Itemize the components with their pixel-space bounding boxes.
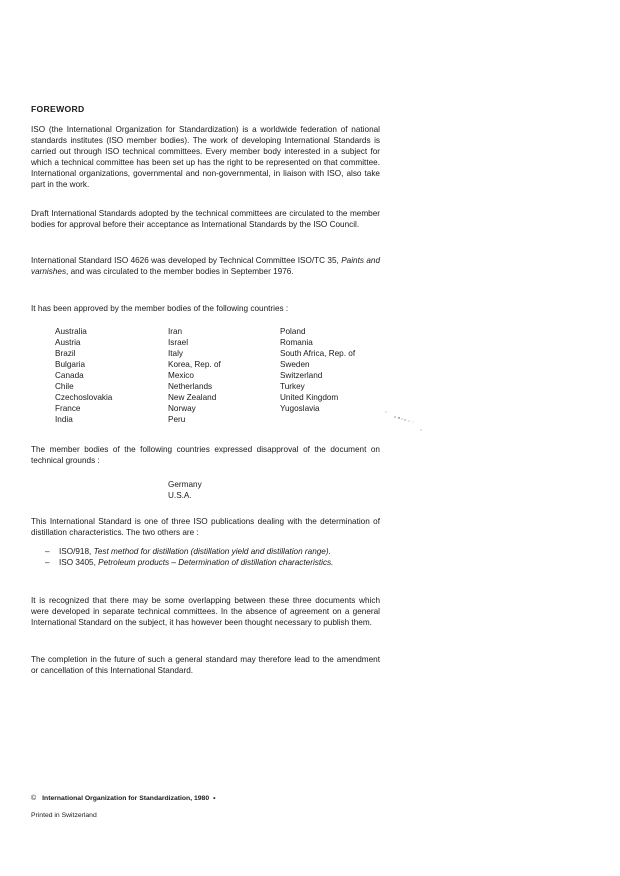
country: Sweden [280,360,310,369]
scan-speck-marks [383,410,425,432]
country: Israel [168,338,189,347]
publication-reference: ISO/918, [59,547,94,556]
paragraph-future-standard: The completion in the future of such a general standard may therefore lead to the amendment or cancellation of this International Standard. [31,655,380,675]
countries-column-3 [280,326,355,414]
related-publications-list [45,546,380,568]
country: Bulgaria [55,360,86,369]
country: Chile [55,382,74,391]
development-text-start: International Standard ISO 4626 was developed by Technical Committee ISO/TC 35, [31,256,342,265]
country: Australia [55,327,87,336]
country: Romania [280,338,313,347]
copyright-text: International Organization for Standardization, 1980 [42,795,210,802]
paragraph-disapproval-intro: The member bodies of the following countries expressed disapproval of the document on technical grounds : [31,445,380,465]
bullet-icon: • [213,795,216,802]
list-item [45,557,380,568]
countries-column-2 [168,326,221,425]
country: South Africa, Rep. of [280,349,356,358]
copyright-icon: © [31,795,37,802]
paragraph-overlap-note: It is recognized that there may be some overlapping between these three documents which were developed in separate technical committees. In the absence of agreement on a general International Standard on the subject, it has however been thought necessary to publish them. [31,596,380,627]
list-item [45,546,380,557]
countries-column-1 [55,326,112,425]
paragraph-approval-intro: It has been approved by the member bodies of the following countries : [31,304,289,313]
country: Czechoslovakia [55,393,113,402]
country: United Kingdom [280,393,339,402]
list-dash: – [45,558,50,567]
country: New Zealand [168,393,217,402]
country: Korea, Rep. of [168,360,221,369]
country: Iran [168,327,183,336]
country: Germany [168,480,202,489]
country: Canada [55,371,84,380]
list-dash: – [45,547,50,556]
country: Peru [168,415,186,424]
foreword-heading: FOREWORD [31,104,85,114]
paragraph-development [31,255,380,277]
country: Yugoslavia [280,404,320,413]
paragraph-draft-standards: Draft International Standards adopted by the technical committees are circulated to the member bodies for approval before their acceptance as International Standards by the ISO Council. [31,209,380,229]
country: Mexico [168,371,194,380]
committee-title: Paints and varnishes [31,256,380,276]
country: Italy [168,349,184,358]
country: Poland [280,327,306,336]
publication-reference: ISO 3405, [59,558,99,567]
development-text-end: , and was circulated to the member bodies in September 1976. [66,267,294,276]
country: Austria [55,338,81,347]
country: Norway [168,404,196,413]
country: Turkey [280,382,305,391]
copyright-line [31,795,216,802]
publication-title: Test method for distillation (distillation yield and distillation range). [93,547,331,556]
country: India [55,415,73,424]
country: Brazil [55,349,76,358]
country: U.S.A. [168,491,192,500]
paragraph-iso-description: ISO (the International Organization for Standardization) is a worldwide federation of national standards institutes (ISO member bodies). The work of developing International Standards is carried out through ISO technical committees. Every member body interested in a subject for which a technical committee has been set up has the right to be represented on that committee. International organizations, governmental and non-governmental, in liaison with ISO, also take part in the work. [31,125,380,189]
disapproving-countries [168,479,202,501]
paragraph-related-publications: This International Standard is one of three ISO publications dealing with the determination of distillation characteristics. The two others are : [31,517,380,537]
country: Switzerland [280,371,323,380]
printed-in-line: Printed in Switzerland [31,812,97,819]
country: Netherlands [168,382,213,391]
country: France [55,404,81,413]
publication-title: Petroleum products – Determination of distillation characteristics. [98,558,334,567]
